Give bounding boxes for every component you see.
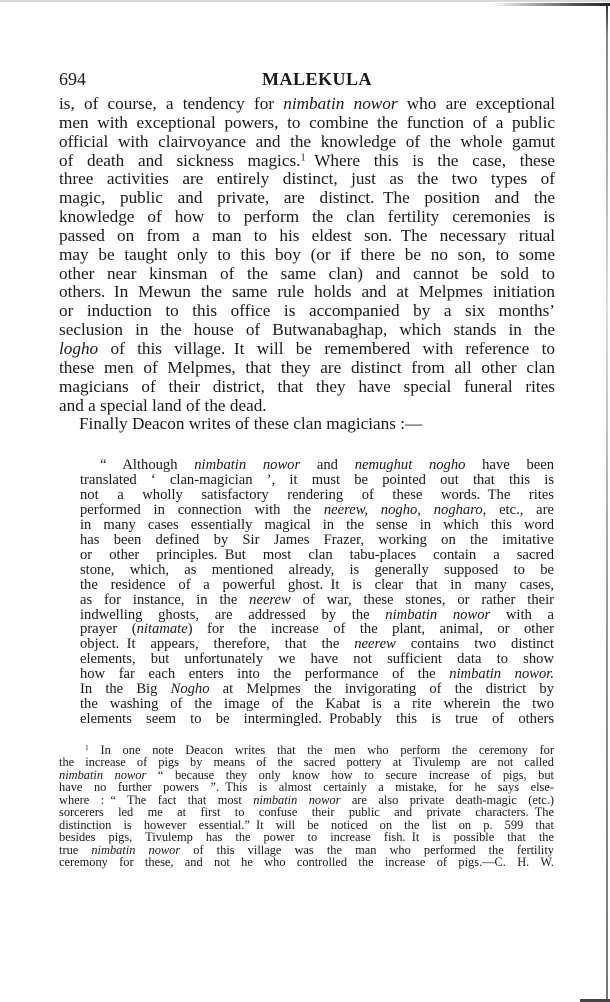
running-head — [59, 69, 555, 91]
quote-line: translated ‘ clan-magician ’, it must be pointed out that this is — [80, 471, 554, 488]
footnote-line: true nimbatin nowor of this village was the man who performed the fertility — [59, 842, 554, 857]
quote-line: indwelling ghosts, are addressed by the nimbatin nowor with a — [80, 606, 554, 623]
italic-term: nitamate — [136, 621, 188, 638]
footnote-line: the increase of pigs by means of the sacred pottery at Tivulemp are not called — [59, 755, 554, 770]
quote-line: as for instance, in the neerew of war, these stones, or rather their — [80, 591, 555, 608]
main-paragraph — [59, 95, 555, 434]
italic-term: nimbatin nowor — [59, 767, 147, 782]
italic-term: neerew — [249, 591, 291, 608]
scan-page-edge — [606, 6, 608, 1002]
text-line: these men of Melpmes, that they are distinct from all other clan — [59, 357, 555, 377]
quote-line: has been defined by Sir James Frazer, working on the imitative — [80, 531, 554, 548]
quote-line: performed in connection with the neerew, nogho, nogharo, etc., are — [80, 501, 554, 518]
text-line: official with clairvoyance and the knowledge of the whole gamut — [59, 131, 555, 151]
italic-term: nimbatin nowor — [283, 94, 398, 113]
quote-line: not a wholly satisfactory rendering of these words. The rites — [80, 486, 554, 503]
text-line: of death and sickness magics.$^1$ Where this is the case, these — [59, 150, 556, 170]
block-quote — [80, 458, 554, 727]
footnote-line: $^1$ In one note Deacon writes that the men who perform the ceremony for — [85, 742, 554, 757]
quote-line: prayer (nitamate) for the increase of the plant, animal, or other — [80, 621, 554, 638]
quote-line: object. It appears, therefore, that the neerew contains two distinct — [80, 636, 554, 653]
quote-line: “ Although nimbatin nowor and nemughut nogho have been — [100, 457, 554, 473]
quote-line: elements seem to be intermingled. Probably this is true of others — [80, 711, 554, 728]
italic-term: nimbatin nowor — [91, 842, 181, 857]
italic-term: Nogho — [170, 681, 210, 698]
footnote-line: sorcerers led me at first to confuse their public and private characters. The — [59, 805, 554, 820]
text-line: may be taught only to this boy (or if there be no son, to some — [59, 244, 555, 264]
quote-line: or other principles. But most clan tabu-places contain a sacred — [80, 546, 554, 563]
text-line: others. In Mewun the same rule holds and at Melpmes initiation — [59, 282, 555, 302]
footnote-line: nimbatin nowor “ because they only know how to secure increase of pigs, but — [59, 767, 554, 782]
quote-line: the residence of a powerful ghost. It is clear that in many cases, — [80, 576, 554, 593]
footnote-line: besides pigs, Tivulemp has the power to increase fish. It is possible that the — [59, 830, 554, 845]
footnote-line: ceremony for these, and not he who controlled the increase of pigs.—C. H. W. — [59, 855, 554, 870]
intro-line: Finally Deacon writes of these clan magicians :— — [79, 414, 423, 434]
quote-line: stone, which, as mentioned already, is generally supposed to be — [80, 561, 554, 578]
footnote-line: distinction is however essential.” It will be noticed on the list on p. 599 that — [59, 817, 554, 832]
text-line: seclusion in the house of Butwanabaghap, which stands in the — [59, 320, 555, 340]
page-title: MALEKULA — [261, 69, 372, 89]
italic-term: nemughut nogho — [354, 457, 466, 473]
quote-line: elements, but unfortunately we have not sufficient data to show — [80, 651, 554, 668]
main-paragraph-lines — [59, 95, 555, 415]
text-line: is, of course, a tendency for nimbatin nowor who are exceptional — [59, 94, 556, 113]
scan-top-edge — [0, 0, 610, 2]
quote-line: In the Big Nogho at Melpmes the invigorating of the district by — [80, 681, 554, 698]
italic-term: nimbatin nowor — [194, 457, 301, 473]
block-quote-lines — [80, 458, 554, 727]
quote-line: the washing of the image of the Kabat is a rite wherein the two — [80, 696, 554, 713]
italic-term: neerew — [354, 636, 396, 653]
text-line: or induction to this office is accompanied by a six months’ — [59, 301, 555, 321]
footnote-lines — [59, 744, 554, 869]
text-line: knowledge of how to perform the clan fertility ceremonies is — [59, 207, 555, 227]
scan-smudge — [490, 3, 610, 6]
text-line: passed on from a man to his eldest son. The necessary ritual — [59, 225, 555, 245]
italic-term: nimbatin nowor — [253, 792, 341, 807]
footnote-ref: 1 — [85, 742, 89, 752]
footnote — [59, 744, 554, 869]
text-line: magic, public and private, are distinct. The position and the — [59, 188, 555, 208]
italic-term: neerew, nogho, nogharo, — [323, 501, 487, 518]
text-line: three activities are entirely distinct, just as the two types of — [59, 169, 555, 189]
text-line: magicians of their district, that they have special funeral rites — [59, 376, 555, 396]
text-line: men with exceptional powers, to combine the function of a public — [59, 112, 555, 132]
footnote-ref: 1 — [300, 151, 306, 163]
text-line: other near kinsman of the same clan) and cannot be sold to — [59, 263, 555, 283]
italic-term: nimbatin nowor. — [449, 666, 554, 683]
quote-line: how far each enters into the performance of the nimbatin nowor. — [80, 666, 554, 683]
text-line: logho of this village. It will be remembered with reference to — [59, 338, 555, 358]
italic-term: logho — [59, 338, 99, 358]
text-line: and a special land of the dead. — [59, 395, 267, 415]
italic-term: nimbatin nowor — [385, 606, 491, 623]
quote-line: in many cases essentially magical in the sense in which this word — [80, 516, 554, 533]
page-number: 694 — [59, 69, 86, 89]
footnote-line: where : “ The fact that most nimbatin nowor are also private death-magic (etc.) — [59, 792, 555, 807]
footnote-line: have no further powers ”. This is almost certainly a mistake, for he says else- — [59, 780, 554, 795]
